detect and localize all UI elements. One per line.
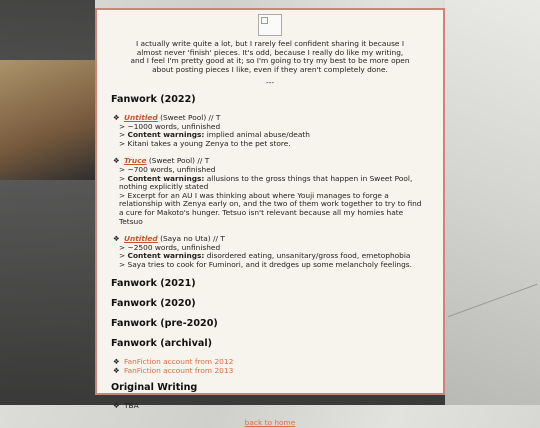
content-panel[interactable]	[95, 8, 445, 428]
cw-text: allusions to the gross things that happen in Sweet Pool, nothing explicitly stated	[119, 173, 413, 192]
separator: ---	[265, 78, 274, 88]
work-entry	[113, 114, 427, 148]
fanfiction-2013-link[interactable]: FanFiction account from 2013	[124, 366, 234, 376]
broken-image-icon	[258, 14, 282, 36]
section-heading-2021: Fanwork (2021)	[111, 278, 196, 290]
section-heading-2020: Fanwork (2020)	[111, 298, 196, 310]
work-meta: (Sweet Pool) // T	[148, 156, 210, 166]
bullet-icon: ❖	[113, 366, 120, 376]
cw-label: Content warnings:	[127, 251, 205, 261]
work-content-warnings: > Content warnings: allusions to the gross things that happen in Sweet Pool, nothing explicitly stated	[119, 173, 413, 192]
fanfiction-2012-link[interactable]: FanFiction account from 2012	[124, 357, 234, 367]
bullet-icon: ❖	[113, 112, 120, 122]
section-heading-2022: Fanwork (2022)	[111, 93, 196, 105]
work-title-link[interactable]: Truce	[124, 156, 147, 166]
section-heading-original-writing: Original Writing	[111, 381, 198, 393]
work-content-warnings: > Content warnings: implied animal abuse/death	[119, 130, 310, 140]
intro-text: I actually write quite a lot, but I rarely feel confident sharing it because I almost never 'finish' pieces. It's odd, because I really do like my writing, and I feel I'm pretty good at it; so I'm going to try my best to be more open about posting pieces I like, even if they aren't completely done.	[130, 39, 410, 74]
work-words: > ~1000 words, unfinished	[119, 121, 221, 131]
cw-label: Content warnings:	[127, 173, 205, 183]
work-title-link[interactable]: Untitled	[124, 112, 158, 122]
section-heading-pre-2020: Fanwork (pre-2020)	[111, 318, 218, 330]
work-summary: > Kitani takes a young Zenya to the pet store.	[119, 138, 291, 148]
footer	[113, 419, 427, 428]
bullet-icon: ❖	[113, 234, 120, 244]
work-words: > ~700 words, unfinished	[119, 164, 216, 174]
work-entry	[113, 157, 427, 226]
bullet-icon: ❖	[113, 400, 120, 410]
work-words: > ~2500 words, unfinished	[119, 242, 221, 252]
cw-label: Content warnings:	[127, 130, 205, 140]
cw-text: disordered eating, unsanitary/gross food, emetophobia	[206, 251, 411, 261]
cw-text: implied animal abuse/death	[206, 130, 310, 140]
work-summary: > Excerpt for an AU I was thinking about where Youji manages to forge a relationship with Zenya early on, and the two of them work together to try to find a cure for Makoto's hunger. Tetsuo isn't relevant because all my homies hate Tetsuo	[119, 190, 422, 226]
background-light-strip	[445, 0, 540, 405]
work-meta: (Sweet Pool) // T	[160, 112, 221, 122]
work-summary: > Saya tries to cook for Fuminori, and it dredges up some melancholy feelings.	[119, 259, 412, 269]
background-pen	[0, 60, 95, 180]
work-title-link[interactable]: Untitled	[124, 234, 158, 244]
section-heading-archival: Fanwork (archival)	[111, 338, 212, 350]
work-content-warnings: > Content warnings: disordered eating, unsanitary/gross food, emetophobia	[119, 251, 411, 261]
back-to-home-link[interactable]: back to home	[244, 418, 296, 428]
original-writing-text: TBA	[124, 400, 139, 410]
work-meta: (Saya no Uta) // T	[160, 234, 225, 244]
work-entry	[113, 235, 427, 269]
archival-link-item	[113, 367, 427, 376]
bullet-icon: ❖	[113, 156, 120, 166]
original-writing-item	[113, 402, 427, 411]
bullet-icon: ❖	[113, 357, 120, 367]
